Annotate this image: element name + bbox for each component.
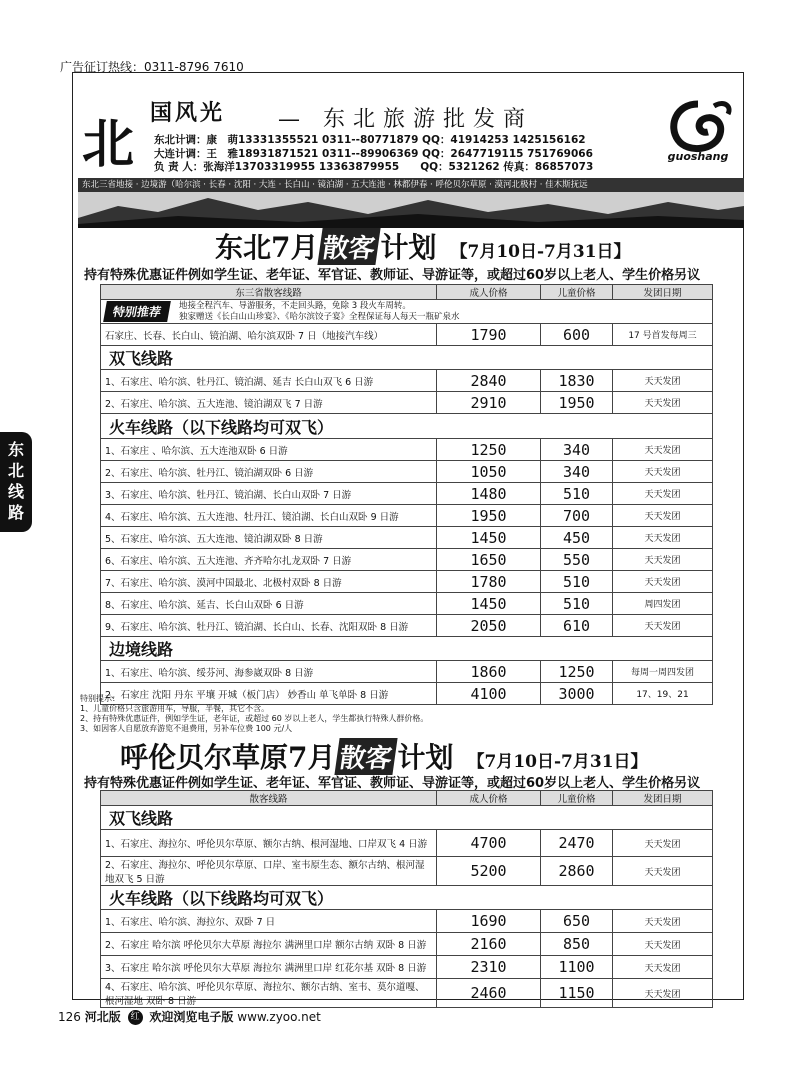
section-heading-train: 火车线路（以下线路均可双飞） <box>101 414 713 439</box>
cell-route: 1、石家庄、哈尔滨、绥芬河、海参崴双卧 8 日游 <box>101 661 437 683</box>
cell-date: 周四发团 <box>613 593 713 615</box>
page-footer <box>58 1008 321 1025</box>
table-row: 石家庄、长春、长白山、镜泊湖、哈尔滨双卧 7 日（地接汽车线） 1790 600 17 号首发每周三 <box>101 324 713 346</box>
cell-date: 天天发团 <box>613 933 713 956</box>
sanke-stylized: 散客 <box>318 228 381 265</box>
cell-route: 1、石家庄、哈尔滨、牡丹江、镜泊湖、延吉 长白山双飞 6 日游 <box>101 370 437 392</box>
cell-adult: 1480 <box>437 483 541 505</box>
cell-date: 天天发团 <box>613 910 713 933</box>
table-row <box>101 857 713 886</box>
cell-adult: 1450 <box>437 527 541 549</box>
banner-bei-character: 北 <box>82 114 135 175</box>
cell-route: 1、石家庄、哈尔滨、海拉尔、双卧 7 日 <box>101 910 437 933</box>
table-row <box>101 439 713 461</box>
table-header: 东三省散客线路 成人价格 儿童价格 发团日期 <box>101 285 713 300</box>
page-number: 126 <box>58 1010 81 1024</box>
cell-adult: 2160 <box>437 933 541 956</box>
cell-route: 3、石家庄、哈尔滨、牡丹江、镜泊湖、长白山双卧 7 日游 <box>101 483 437 505</box>
cell-child: 1950 <box>541 392 613 414</box>
cell-adult: 1780 <box>437 571 541 593</box>
promo-row <box>101 300 713 324</box>
table-row <box>101 593 713 615</box>
cell-date: 天天发团 <box>613 549 713 571</box>
cell-date: 天天发团 <box>613 857 713 886</box>
cell-adult: 1950 <box>437 505 541 527</box>
cell-route: 2、石家庄 哈尔滨 呼伦贝尔大草原 海拉尔 满洲里口岸 额尔古纳 双卧 8 日游 <box>101 933 437 956</box>
section1-title: 东北7月散客 计划 【7月10日-7月31日】 <box>215 226 631 266</box>
cell-route: 9、石家庄、哈尔滨、牡丹江、镜泊湖、长白山、长春、沈阳双卧 8 日游 <box>101 615 437 637</box>
section-heading-air: 双飞线路 <box>101 346 713 370</box>
section-heading-train: 火车线路（以下线路均可双飞） <box>101 886 713 910</box>
cell-adult: 2460 <box>437 979 541 1008</box>
northeast-price-table <box>100 284 713 705</box>
cell-route: 1、石家庄 、哈尔滨、五大连池双卧 6 日游 <box>101 439 437 461</box>
cell-route: 2、石家庄 沈阳 丹东 平壤 开城（板门店） 妙香山 单飞单卧 8 日游 <box>101 683 437 705</box>
cell-date: 天天发团 <box>613 979 713 1008</box>
cell-route: 2、石家庄、哈尔滨、牡丹江、镜泊湖双卧 6 日游 <box>101 461 437 483</box>
cell-date: 17、19、21 <box>613 683 713 705</box>
cell-adult: 1690 <box>437 910 541 933</box>
section-heading-air: 双飞线路 <box>101 806 713 830</box>
cell-adult: 5200 <box>437 857 541 886</box>
table-row <box>101 527 713 549</box>
special-notes: 特别提示： 1、儿童价格只含旅游用车，导服，半餐，其它不含。 2、持有特殊优惠证件，例如学生证，老年证，或超过 60 岁以上老人，学生都执行特殊人群价格。 3、如因客人自愿放弃游览不退费用，另补车位费 100 元/人 <box>80 694 429 733</box>
cell-route: 3、石家庄 哈尔滨 呼伦贝尔大草原 海拉尔 满洲里口岸 红花尔基 双卧 8 日游 <box>101 956 437 979</box>
banner-tagline: — 东北旅游批发商 <box>278 107 533 132</box>
logo-text: guoshang <box>667 150 729 163</box>
cell-adult: 2910 <box>437 392 541 414</box>
cell-date: 天天发团 <box>613 956 713 979</box>
promo-badge: 特别推荐 <box>103 301 171 322</box>
cell-child: 700 <box>541 505 613 527</box>
section1-date: 【7月10日-7月31日】 <box>450 242 631 262</box>
cell-date: 天天发团 <box>613 571 713 593</box>
table-row <box>101 830 713 857</box>
cell-adult: 1860 <box>437 661 541 683</box>
table-row <box>101 956 713 979</box>
section2-title: 呼伦贝尔草原7月散客 计划 【7月10日-7月31日】 <box>120 736 648 776</box>
cell-adult: 2310 <box>437 956 541 979</box>
table-row <box>101 979 713 1008</box>
table-row <box>101 461 713 483</box>
cell-adult: 1050 <box>437 461 541 483</box>
section1-subtitle: 持有特殊优惠证件例如学生证、老年证、军官证、教师证、导游证等，或超过60岁以上老人、学生价格另议 <box>84 268 701 283</box>
cell-child: 550 <box>541 549 613 571</box>
cell-child: 510 <box>541 571 613 593</box>
cell-adult: 2050 <box>437 615 541 637</box>
cell-route: 6、石家庄、哈尔滨、五大连池、齐齐哈尔扎龙双卧 7 日游 <box>101 549 437 571</box>
ad-hotline: 广告征订热线：0311-8796 7610 <box>60 60 244 74</box>
cell-date: 天天发团 <box>613 370 713 392</box>
cell-date: 天天发团 <box>613 461 713 483</box>
cell-child: 1150 <box>541 979 613 1008</box>
cell-route: 8、石家庄、哈尔滨、延吉、长白山双卧 6 日游 <box>101 593 437 615</box>
hulunbuir-price-table <box>100 790 713 1008</box>
table-row <box>101 549 713 571</box>
cell-date: 天天发团 <box>613 527 713 549</box>
cell-child: 2470 <box>541 830 613 857</box>
table-row <box>101 615 713 637</box>
cell-child: 1100 <box>541 956 613 979</box>
cell-child: 1250 <box>541 661 613 683</box>
cell-adult: 1450 <box>437 593 541 615</box>
cell-date: 天天发团 <box>613 439 713 461</box>
brand-name: 国风光 <box>150 100 226 126</box>
header-banner <box>78 90 744 192</box>
cell-date: 天天发团 <box>613 483 713 505</box>
cell-adult: 1650 <box>437 549 541 571</box>
promo-text: 地接全程汽车、导游服务，不走回头路，免除 3 段火车周转。 独家赠送《长白山山珍宴》、《哈尔滨饺子宴》全程保证每人每天一瓶矿泉水 <box>179 300 460 322</box>
cell-date: 天天发团 <box>613 615 713 637</box>
cell-route: 4、石家庄、哈尔滨、呼伦贝尔草原、海拉尔、额尔古纳、室韦、莫尔道嘎、根河湿地 双卧 8 日游 <box>101 979 437 1008</box>
cell-route: 1、石家庄、海拉尔、呼伦贝尔草原、额尔古纳、根河湿地、口岸双飞 4 日游 <box>101 830 437 857</box>
mountain-landscape-image <box>78 192 744 228</box>
side-tab-northeast-routes[interactable]: 东北线路 <box>0 432 32 532</box>
cell-adult: 4100 <box>437 683 541 705</box>
cell-date: 天天发团 <box>613 505 713 527</box>
table-header: 散客线路 成人价格 儿童价格 发团日期 <box>101 791 713 806</box>
cell-route: 4、石家庄、哈尔滨、五大连池、牡丹江、镜泊湖、长白山双卧 9 日游 <box>101 505 437 527</box>
table-row <box>101 370 713 392</box>
destination-strip: 东北三省地接 · 边境游（哈尔滨 · 长春 · 沈阳 · 大连 · 长白山 · 镜泊湖 · 五大连池 · 林都伊春 · 呼伦贝尔草原 · 漠河北极村 · 佳木斯抚远 <box>78 178 744 192</box>
cell-child: 610 <box>541 615 613 637</box>
cell-child: 1830 <box>541 370 613 392</box>
cell-route: 2、石家庄、哈尔滨、五大连池、镜泊湖双飞 7 日游 <box>101 392 437 414</box>
table-row <box>101 392 713 414</box>
table-row <box>101 505 713 527</box>
cell-date: 天天发团 <box>613 830 713 857</box>
cell-child: 340 <box>541 439 613 461</box>
cell-adult: 2840 <box>437 370 541 392</box>
table-row <box>101 661 713 683</box>
cell-child: 450 <box>541 527 613 549</box>
cell-adult: 1250 <box>437 439 541 461</box>
table-row <box>101 483 713 505</box>
cell-route: 2、石家庄、海拉尔、呼伦贝尔草原、口岸、室韦原生态、额尔古纳、根河湿地双飞 5 日游 <box>101 857 437 886</box>
cell-route: 7、石家庄、哈尔滨、漠河中国最北、北极村双卧 8 日游 <box>101 571 437 593</box>
section2-subtitle: 持有特殊优惠证件例如学生证、老年证、军官证、教师证、导游证等，或超过60岁以上老人、学生价格另议 <box>84 776 701 791</box>
cell-child: 510 <box>541 483 613 505</box>
sanke-stylized: 散客 <box>335 738 398 775</box>
edition-label: 河北版 <box>84 1010 121 1024</box>
contact-info: 东北计调：康 萌13331355521 0311--80771879 QQ：41914253 1425156162 大连计调：王 雅18931871521 0311--89906369 QQ：2647719115 751769066 负 责 人：张海洋13703319955 13363879955 QQ：5321262 传真：86857073 <box>154 134 594 173</box>
cell-child: 3000 <box>541 683 613 705</box>
section-heading-border: 边境线路 <box>101 637 713 661</box>
cell-child: 340 <box>541 461 613 483</box>
cell-route: 5、石家庄、哈尔滨、五大连池、镜泊湖双卧 8 日游 <box>101 527 437 549</box>
cell-child: 850 <box>541 933 613 956</box>
welcome-text: 欢迎浏览电子版 <box>149 1010 234 1024</box>
table-row <box>101 933 713 956</box>
table-row <box>101 571 713 593</box>
cell-child: 510 <box>541 593 613 615</box>
cell-child: 650 <box>541 910 613 933</box>
website-link[interactable]: www.zyoo.net <box>237 1010 321 1024</box>
section2-date: 【7月10日-7月31日】 <box>467 752 648 772</box>
cell-date: 天天发团 <box>613 392 713 414</box>
red-badge-icon: 红 <box>128 1010 143 1025</box>
cell-child: 2860 <box>541 857 613 886</box>
table-row <box>101 910 713 933</box>
cell-adult: 4700 <box>437 830 541 857</box>
cell-date: 每周一周四发团 <box>613 661 713 683</box>
